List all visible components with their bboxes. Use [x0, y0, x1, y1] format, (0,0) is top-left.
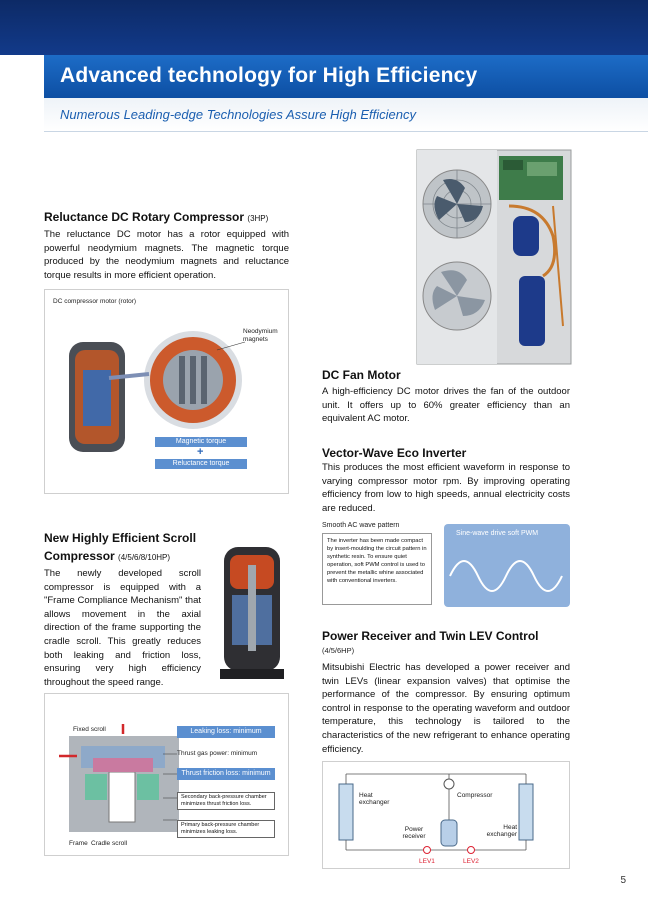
primary-chamber-callout: Primary back-pressure chamber minimizes leaking loss. — [177, 820, 275, 838]
cradle-scroll-label: Cradle scroll — [91, 840, 128, 847]
compressor-heading-text: Reluctance DC Rotary Compressor — [44, 210, 245, 224]
page-title: Advanced technology for High Efficiency — [60, 64, 478, 87]
magnets-label: Neodymium magnets — [243, 328, 278, 343]
scroll-heading-line1: New Highly Efficient Scroll — [44, 531, 197, 545]
scroll-body: The newly developed scroll compressor is equipped with a "Frame Compliance Mechanism" that allows movement in the axial direction of the frame supporting the cradle scroll. This greatly reduces both leaking and friction loss, ensuring very high efficiency throughout the speed range. — [44, 568, 201, 688]
magnetic-torque-label: Magnetic torque — [155, 437, 247, 447]
wave-panel — [444, 524, 570, 607]
scroll-heading — [44, 529, 196, 567]
inverter-figure-caption: Smooth AC wave pattern — [322, 522, 400, 529]
inverter-note: The inverter has been made compact by insert-moulding the circuit pattern in synthetic resin. To ensure quiet operation, soft PWM control is used to prevent the metallic whine associated with conventional inverters. — [322, 533, 432, 605]
scroll-figure — [44, 693, 289, 856]
title-band — [44, 55, 648, 98]
reluctance-torque-label: Reluctance torque — [155, 459, 247, 469]
lev-heading-hp: (4/5/6HP) — [322, 646, 355, 655]
secondary-chamber-callout: Secondary back-pressure chamber minimizes thrust friction loss. — [177, 792, 275, 810]
lev-heading: Power Receiver and Twin LEV Control — [322, 629, 539, 643]
page-subtitle: Numerous Leading-edge Technologies Assure High Efficiency — [60, 107, 417, 122]
heat-exchanger-left-label: Heat exchanger — [359, 792, 390, 806]
lev-figure — [322, 761, 570, 869]
power-receiver-label: Power receiver — [402, 826, 426, 840]
compressor-heading-hp: (3HP) — [247, 214, 269, 223]
lev1-label: LEV1 — [419, 858, 435, 865]
compressor-body: The reluctance DC motor has a rotor equipped with powerful neodymium magnets. The magnetic torque produced by the neodymium magnets and reluctance torque results in more efficient operation. — [44, 229, 289, 281]
frame-label: Frame — [69, 840, 88, 847]
inverter-heading: Vector-Wave Eco Inverter — [322, 446, 467, 460]
lev-body: Mitsubishi Electric has developed a power receiver and twin LEVs (linear expansion valves) that optimise the performance of the compressor. By ensuring optimum control in response to the operating waveform and outdoor temperature, this technology is tailored to the characteristics of the new refrigerant to enhance operating efficiency. — [322, 662, 570, 755]
page-number: 5 — [620, 875, 626, 886]
sine-wave-graphic — [444, 524, 570, 607]
lev-circuit-diagram — [323, 762, 571, 870]
leaking-loss-label: Leaking loss: minimum — [177, 726, 275, 738]
scroll-compressor-photo — [212, 541, 292, 684]
thrust-gas-label: Thrust gas power: minimum — [177, 750, 258, 757]
scroll-heading-line2: Compressor — [44, 549, 115, 563]
compressor-label: Compressor — [457, 792, 493, 799]
lev2-label: LEV2 — [463, 858, 479, 865]
fan-heading: DC Fan Motor — [322, 368, 401, 382]
compressor-heading — [44, 210, 268, 224]
top-color-bar — [0, 0, 648, 55]
scroll-heading-hp: (4/5/6/8/10HP) — [118, 553, 171, 562]
compressor-figure — [44, 289, 289, 494]
outdoor-unit-photo — [413, 146, 575, 368]
fixed-scroll-label: Fixed scroll — [73, 726, 106, 733]
fan-body: A high-efficiency DC motor drives the fan of the outdoor unit. It offers up to 60% greater efficiency than an equivalent AC motor. — [322, 386, 570, 425]
heat-exchanger-right-label: Heat exchanger — [486, 824, 517, 838]
subtitle-band — [44, 98, 648, 132]
inverter-body: This produces the most efficient waveform in response to varying compressor motor rpm. By improving operating efficiency from low to high speeds, annual electricity costs are reduced. — [322, 462, 570, 514]
plus-sign: + — [197, 446, 204, 458]
thrust-friction-label: Thrust friction loss: minimum — [177, 768, 275, 780]
wave-label: Sine-wave drive soft PWM — [456, 530, 539, 537]
compressor-figure-caption: DC compressor motor (rotor) — [53, 298, 137, 305]
